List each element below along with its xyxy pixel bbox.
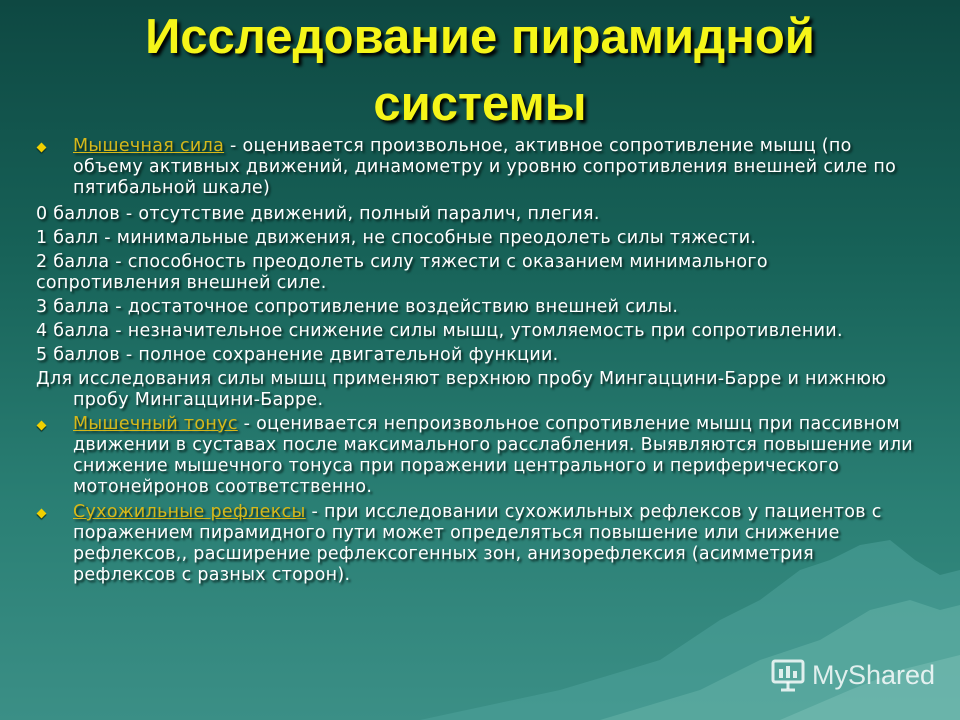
- tendon-reflexes-link[interactable]: Сухожильные рефлексы: [73, 502, 306, 522]
- tendon-reflexes-text: - при исследовании сухожильных рефлексов у пациентов с поражением пирамидного пути может определяться повышение или снижение рефлексов,, расширение рефлексогенных зон, анизорефлексия (асимметрия рефлексов с разных сторон).: [73, 502, 882, 585]
- grade-4: 4 балла - незначительное снижение силы мышц, утомляемость при сопротивлении.: [36, 321, 843, 341]
- diamond-bullet-icon: [37, 421, 47, 431]
- mingazzini-note: Для исследования силы мышц применяют верхнюю пробу Мингаццини-Барре и нижнюю пробу Мингаццини-Барре.: [36, 369, 887, 410]
- slide-body: [36, 136, 916, 586]
- muscle-tone-item: [36, 414, 916, 498]
- myshared-watermark: [770, 655, 935, 695]
- presentation-board-icon: [770, 657, 806, 693]
- grade-1: 1 балл - минимальные движения, не способные преодолеть силы тяжести.: [36, 228, 757, 248]
- grade-0: 0 баллов - отсутствие движений, полный паралич, плегия.: [36, 204, 600, 224]
- title-line-1: Исследование пирамидной: [145, 10, 815, 64]
- muscle-strength-item: [36, 136, 916, 199]
- muscle-strength-link[interactable]: Мышечная сила: [73, 136, 225, 156]
- grade-3: 3 балла - достаточное сопротивление воздействию внешней силы.: [36, 297, 679, 317]
- muscle-strength-text: - оценивается произвольное, активное сопротивление мышц (по объему активных движений, динамометру и уровню сопротивления внешней силе по пятибальной шкале): [73, 136, 897, 198]
- myshared-text: MyShared: [812, 659, 936, 690]
- diamond-bullet-icon: [37, 143, 47, 153]
- muscle-tone-text: - оценивается непроизвольное сопротивление мышц при пассивном движении в суставах после максимального расслабления. Выявляются повышение или снижение мышечного тонуса при поражении центрального и периферического мотонейронов соответственно.: [73, 414, 913, 497]
- muscle-tone-link[interactable]: Мышечный тонус: [73, 414, 238, 434]
- grade-5: 5 баллов - полное сохранение двигательной функции.: [36, 345, 559, 365]
- tendon-reflexes-item: [36, 502, 916, 586]
- slide-title: [40, 4, 920, 138]
- title-line-2: системы: [373, 77, 587, 131]
- diamond-bullet-icon: [37, 509, 47, 519]
- grade-2: 2 балла - способность преодолеть силу тяжести с оказанием минимального сопротивления внешней силе.: [36, 252, 768, 293]
